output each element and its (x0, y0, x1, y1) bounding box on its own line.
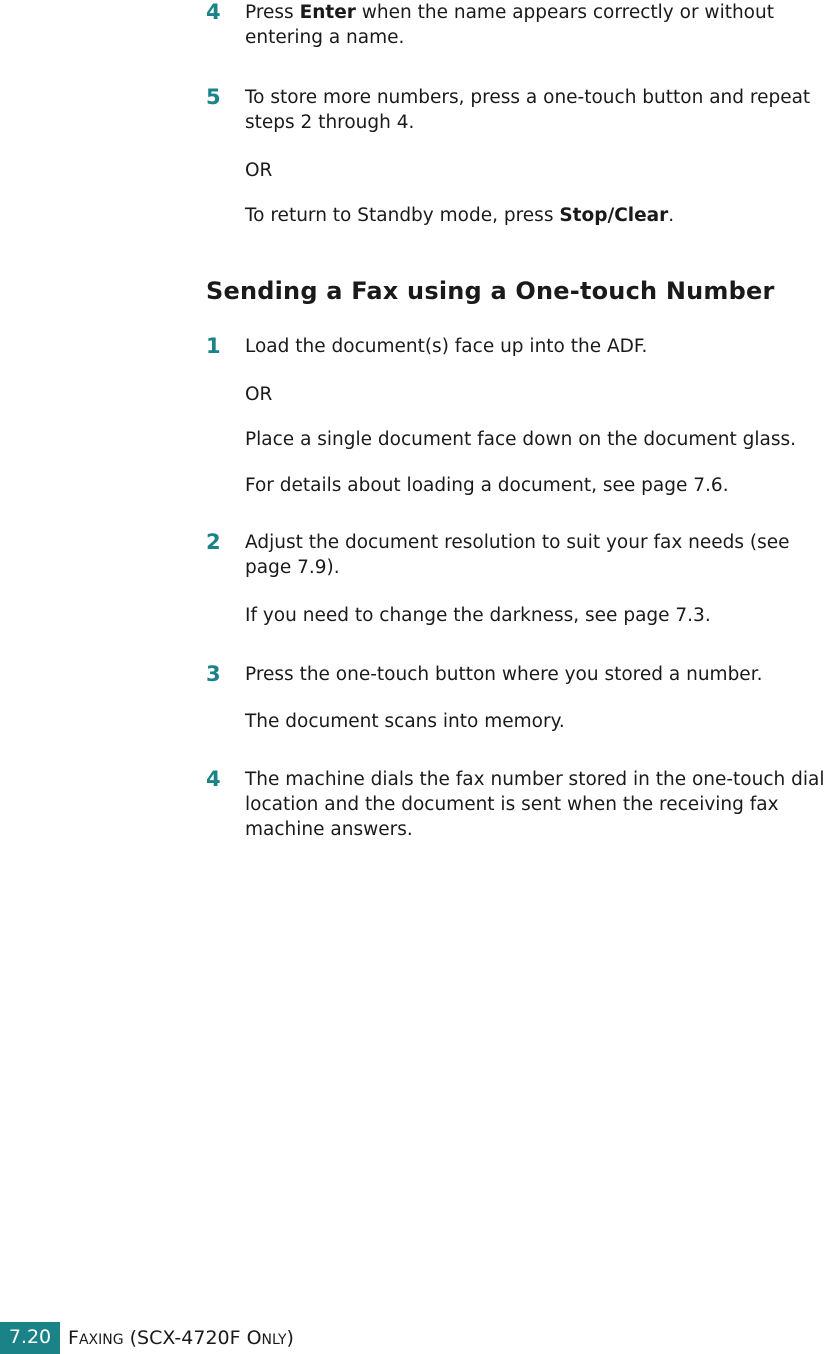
step-number: 4 (206, 767, 221, 791)
page-footer (0, 1322, 831, 1354)
step-number: 3 (206, 662, 221, 686)
section-heading: Sending a Fax using a One-touch Number (206, 277, 775, 305)
step-text: The machine dials the fax number stored in the one-touch dial location and the document is sent when the receiving fax machine answers. (245, 769, 825, 840)
darkness-text: If you need to change the darkness, see page 7.3. (245, 605, 711, 626)
step-number: 4 (206, 0, 221, 24)
step-2-resolution (206, 530, 831, 580)
step-4-enter (206, 0, 831, 50)
step-5-store-more (206, 85, 831, 135)
scan-text: The document scans into memory. (245, 711, 565, 732)
step-text: Press the one-touch button where you stored a number. (245, 664, 763, 685)
step-3-press-button (206, 662, 831, 687)
key-enter: Enter (299, 2, 356, 23)
key-stop-clear: Stop/Clear (559, 205, 669, 226)
page-number: 7.20 (0, 1322, 60, 1354)
or-text: OR (245, 384, 273, 405)
return-standby-text: To return to Standby mode, press Stop/Clear. (245, 205, 675, 226)
step-text: Press Enter when the name appears correctly or without entering a name. (245, 2, 774, 48)
step-text: Load the document(s) face up into the ADF. (245, 336, 648, 357)
step-4-dial (206, 767, 831, 842)
or-text: OR (245, 160, 273, 181)
step-number: 1 (206, 334, 221, 358)
chapter-title: FAXING (SCX-4720F ONLY) (68, 1327, 294, 1349)
step-text: To store more numbers, press a one-touch button and repeat steps 2 through 4. (245, 87, 811, 133)
step-number: 5 (206, 85, 221, 109)
details-text: For details about loading a document, see page 7.6. (245, 475, 729, 496)
glass-text: Place a single document face down on the document glass. (245, 429, 796, 450)
step-text: Adjust the document resolution to suit your fax needs (see page 7.9). (245, 532, 790, 578)
step-1-load (206, 334, 831, 359)
step-number: 2 (206, 530, 221, 554)
